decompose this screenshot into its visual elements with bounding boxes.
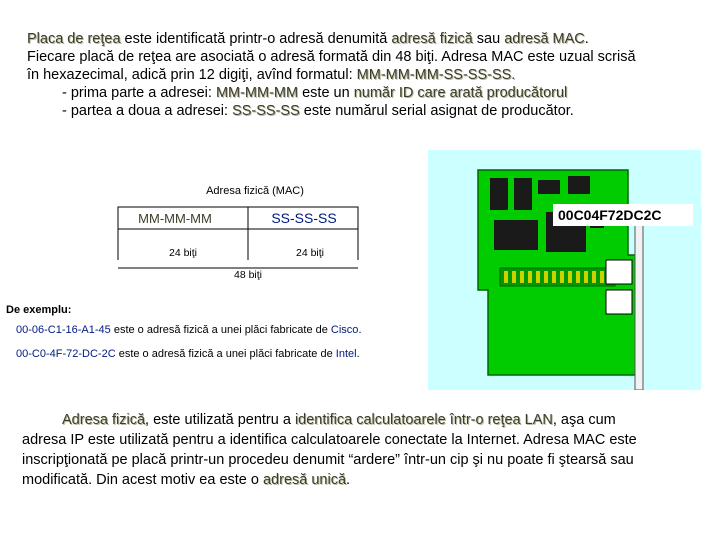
example-2-vendor: Intel	[335, 348, 357, 360]
example-1	[16, 324, 362, 336]
manufacturer-id-term: număr ID care arată producătorul	[353, 85, 568, 101]
intro-line-4	[27, 84, 687, 102]
example-1-code: 00-06-C1-16-A1-45	[16, 324, 111, 336]
edge-connector	[500, 268, 615, 286]
term-mac-address: adresă MAC	[504, 31, 585, 47]
chip	[514, 178, 532, 210]
mac-second-part: SS-SS-SS	[232, 103, 300, 119]
chip	[490, 178, 508, 210]
outro-paragraph	[22, 410, 702, 490]
rj45-port	[606, 260, 632, 284]
intro-paragraph	[27, 30, 687, 120]
intro-text: sau	[472, 31, 505, 47]
diagram-left-label: MM-MM-MM	[138, 211, 212, 226]
outro-text: modificată. Din acest motiv ea este o	[22, 472, 263, 488]
term-physical-address: adresă fizică	[391, 31, 473, 47]
example-2-code: 00-C0-4F-72-DC-2C	[16, 348, 116, 360]
chip	[538, 180, 560, 194]
left-bits-label: 24 biţi	[168, 247, 198, 259]
mac-first-part: MM-MM-MM	[215, 85, 299, 101]
example-heading: De exemplu:	[6, 304, 72, 316]
outro-line-1	[22, 410, 702, 430]
total-bits-label: 48 biţi	[233, 269, 263, 281]
intro-text: este un	[298, 85, 354, 101]
intro-line-5	[27, 102, 687, 120]
intro-text: este identificată printr-o adresă denumită	[120, 31, 392, 47]
example-text: .	[358, 324, 362, 336]
outro-text: , este utilizată pentru a	[145, 412, 295, 428]
intro-line-2: Fiecare placă de reţea are asociată o adresă formată din 48 biţi. Adresa MAC este uzual scrisă	[27, 49, 636, 65]
example-text: .	[356, 348, 360, 360]
intro-line-1	[27, 30, 687, 48]
mac-label: 00C04F72DC2C	[558, 207, 662, 223]
unique-address-term: adresă unică	[262, 472, 347, 488]
example-1-vendor: Cisco	[330, 324, 359, 336]
intro-text: este numărul serial asignat de producător.	[299, 103, 574, 119]
right-bits-label: 24 biţi	[295, 247, 325, 259]
identify-lan-term: identifica calculatoarele într-o reţea LAN	[294, 412, 553, 428]
term-physical-address-2: Adresa fizică	[62, 412, 146, 428]
intro-text: - prima parte a adresei:	[62, 85, 216, 101]
bnc-port	[606, 290, 632, 314]
outro-line-3: inscripţionată pe placă printr-un procedeu denumit “ardere” într-un cip şi nu poate fi ştearsă sau	[22, 452, 634, 468]
mac-structure-diagram	[110, 180, 360, 285]
example-text: este o adresă fizică a unei plăci fabricate de	[110, 324, 331, 336]
diagram-title: Adresa fizică (MAC)	[206, 185, 304, 197]
outro-text: , aşa cum	[552, 412, 616, 428]
example-text: este o adresă fizică a unei plăci fabricate de	[115, 348, 336, 360]
example-2	[16, 348, 360, 360]
intro-text: în hexazecimal, adică prin 12 digiţi, avînd formatul:	[27, 67, 357, 83]
network-card-image	[428, 150, 701, 390]
outro-line-4	[22, 470, 702, 490]
intro-text: .	[584, 31, 589, 47]
chip	[494, 220, 538, 250]
intro-line-3	[27, 66, 687, 84]
mounting-bracket	[635, 205, 643, 390]
diagram-right-label: SS-SS-SS	[271, 210, 337, 226]
outro-line-2: adresa IP este utilizată pentru a identifica calculatoarele conectate la Internet. Adresa MAC este	[22, 432, 637, 448]
term-network-card: Placa de reţea	[27, 31, 121, 47]
chip	[568, 176, 590, 194]
mac-format: MM-MM-MM-SS-SS-SS.	[356, 67, 516, 83]
outro-text: .	[346, 472, 351, 488]
intro-text: - partea a doua a adresei:	[62, 103, 233, 119]
network-card-illustration	[428, 150, 701, 390]
